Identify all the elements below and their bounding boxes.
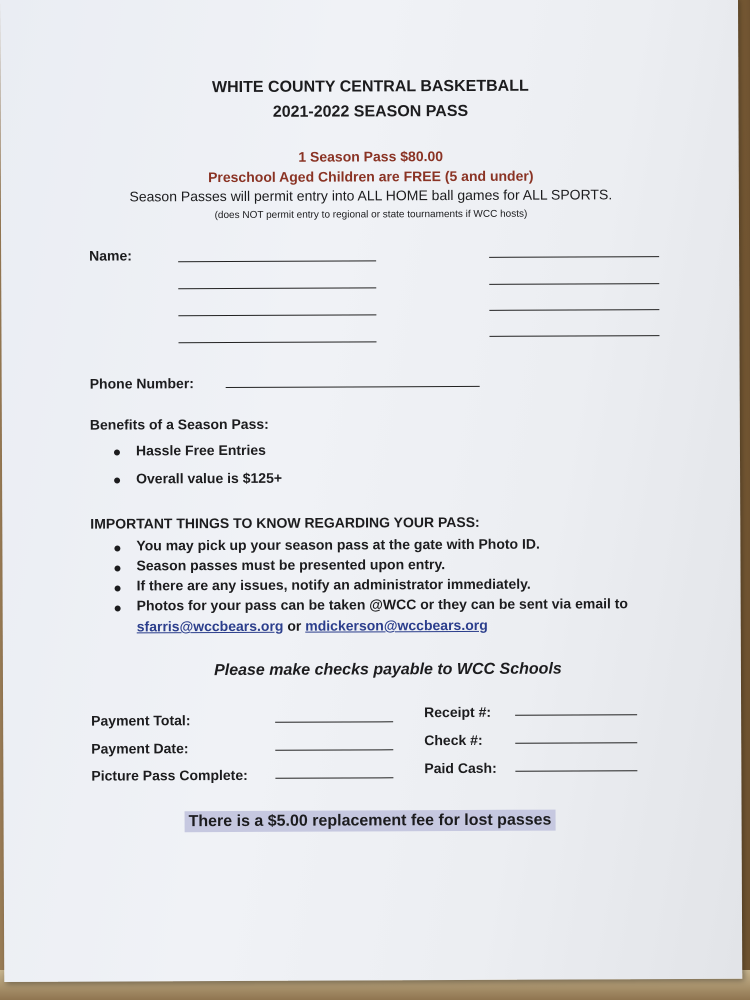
exclusion-note: (does NOT permit entry to regional or state tournaments if WCC hosts) [214,208,528,222]
phone-label: Phone Number: [89,375,194,392]
receipt-label: Receipt #: [424,703,492,721]
title-line-1: WHITE COUNTY CENTRAL BASKETBALL [211,77,529,97]
check-label: Check #: [424,731,483,749]
replacement-fee-text: There is a $5.00 replacement fee for lost passes [185,810,556,833]
name-line-8[interactable] [489,335,659,337]
title-line-2: 2021-2022 SEASON PASS [272,102,469,121]
price-line: 1 Season Pass $80.00 [298,148,444,165]
payable-note: Please make checks payable to WCC Schools [214,660,562,680]
phone-line[interactable] [226,386,480,388]
name-line-7[interactable] [489,309,659,311]
name-line-6[interactable] [489,283,659,285]
check-line[interactable] [515,742,637,744]
important-item: If there are any issues, notify an administrator immediately. [136,575,531,594]
replacement-fee-note [185,812,556,832]
receipt-line[interactable] [515,714,637,716]
name-line-2[interactable] [178,287,376,289]
benefit-item: Overall value is $125+ [136,469,283,487]
name-label: Name: [89,247,132,264]
payment-total-line[interactable] [275,721,393,723]
name-line-3[interactable] [178,314,376,316]
name-line-5[interactable] [489,256,659,258]
bullet [115,605,121,611]
or-text: or [287,617,302,634]
paid-cash-line[interactable] [515,770,637,772]
preschool-line: Preschool Aged Children are FREE (5 and under) [208,167,534,186]
bullet [114,545,120,551]
important-item: Photos for your pass can be taken @WCC or they can be sent via email to [136,595,629,614]
picture-pass-line[interactable] [275,777,393,779]
important-item: Season passes must be presented upon entry. [136,556,446,574]
payment-date-line[interactable] [275,749,393,751]
payment-total-label: Payment Total: [91,712,191,729]
benefit-item: Hassle Free Entries [135,441,266,459]
entry-note: Season Passes will permit entry into ALL HOME ball games for ALL SPORTS. [129,186,613,205]
benefits-heading: Benefits of a Season Pass: [89,415,269,433]
email-link-sfarris[interactable]: sfarris@wccbears.org [136,617,284,635]
bullet [114,477,120,483]
payment-date-label: Payment Date: [91,740,189,757]
bullet [114,565,120,571]
name-line-1[interactable] [178,260,376,262]
email-line [137,617,488,635]
paid-cash-label: Paid Cash: [424,759,497,777]
name-line-4[interactable] [178,341,376,343]
bullet [114,449,120,455]
email-link-mdickerson[interactable]: mdickerson@wccbears.org [305,616,488,634]
important-item: You may pick up your season pass at the gate with Photo ID. [136,535,540,554]
bullet [115,585,121,591]
picture-pass-label: Picture Pass Complete: [91,766,248,784]
important-heading: IMPORTANT THINGS TO KNOW REGARDING YOUR PASS: [90,513,480,532]
